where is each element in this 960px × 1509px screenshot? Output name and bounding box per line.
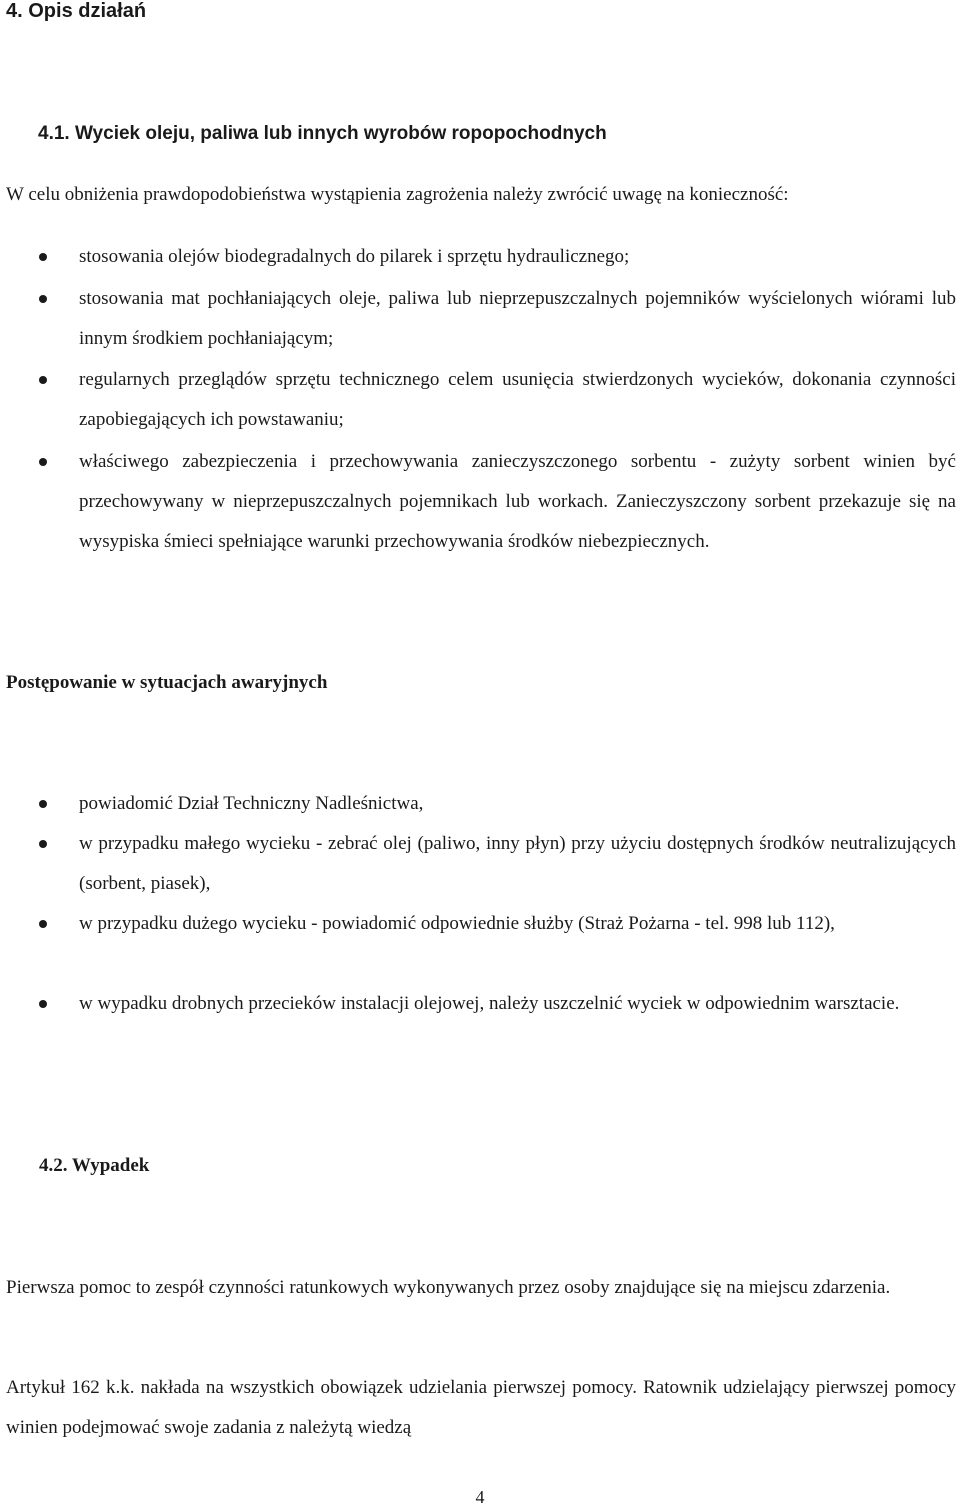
list-item-text: w przypadku dużego wycieku - powiadomić odpowiednie służby (Straż Pożarna - tel. 998 lub 112), — [79, 913, 835, 934]
bullet-icon — [39, 840, 47, 848]
intro-paragraph: W celu obniżenia prawdopodobieństwa wystąpienia zagrożenia należy zwrócić uwagę na konieczność: — [6, 184, 789, 205]
list-item-text: stosowania olejów biodegradalnych do pilarek i sprzętu hydraulicznego; — [79, 246, 630, 267]
article-paragraph: Artykuł 162 k.k. nakłada na wszystkich obowiązek udzielania pierwszej pomocy. Ratownik udzielający pierwszej pomocy winien podejmować swoje zadania z należytą wiedzą — [6, 1377, 956, 1438]
bullet-icon — [39, 1000, 47, 1008]
subsection-heading: 4.1. Wyciek oleju, paliwa lub innych wyrobów ropopochodnych — [38, 123, 607, 144]
bullet-icon — [39, 800, 47, 808]
list-item-text: właściwego zabezpieczenia i przechowywania zanieczyszczonego sorbentu - zużyty sorbent winien być przechowywany w nieprzepuszczalnych pojemnikach lub workach. Zanieczyszczony sorbent przekazuje się na wysypiska śmieci spełniające warunki przechowywania środków niebezpiecznych. — [79, 451, 956, 552]
list-item-text: w przypadku małego wycieku - zebrać olej (paliwo, inny płyn) przy użyciu dostępnych środków neutralizujących (sorbent, piasek), — [79, 833, 956, 894]
list-item-text: w wypadku drobnych przecieków instalacji olejowej, należy uszczelnić wyciek w odpowiednim warsztacie. — [79, 993, 900, 1014]
emergency-heading: Postępowanie w sytuacjach awaryjnych — [6, 672, 328, 693]
list-item-text: regularnych przeglądów sprzętu technicznego celem usunięcia stwierdzonych wycieków, dokonania czynności zapobiegających ich powstawaniu; — [79, 369, 956, 430]
bullet-icon — [39, 253, 47, 261]
list-item-text: stosowania mat pochłaniających oleje, paliwa lub nieprzepuszczalnych pojemników wyścielonych wiórami lub innym środkiem pochłaniającym; — [79, 288, 956, 349]
bullet-icon — [39, 295, 47, 303]
bullet-icon — [39, 458, 47, 466]
list-item-text: powiadomić Dział Techniczny Nadleśnictwa, — [79, 793, 424, 814]
first-aid-paragraph: Pierwsza pomoc to zespół czynności ratunkowych wykonywanych przez osoby znajdujące się na miejscu zdarzenia. — [6, 1277, 891, 1298]
bullet-icon — [39, 920, 47, 928]
bullet-icon — [39, 376, 47, 384]
page-number: 4 — [475, 1487, 485, 1507]
section-heading: 4. Opis działań — [6, 0, 147, 22]
subsection-2-heading: 4.2. Wypadek — [39, 1155, 150, 1176]
